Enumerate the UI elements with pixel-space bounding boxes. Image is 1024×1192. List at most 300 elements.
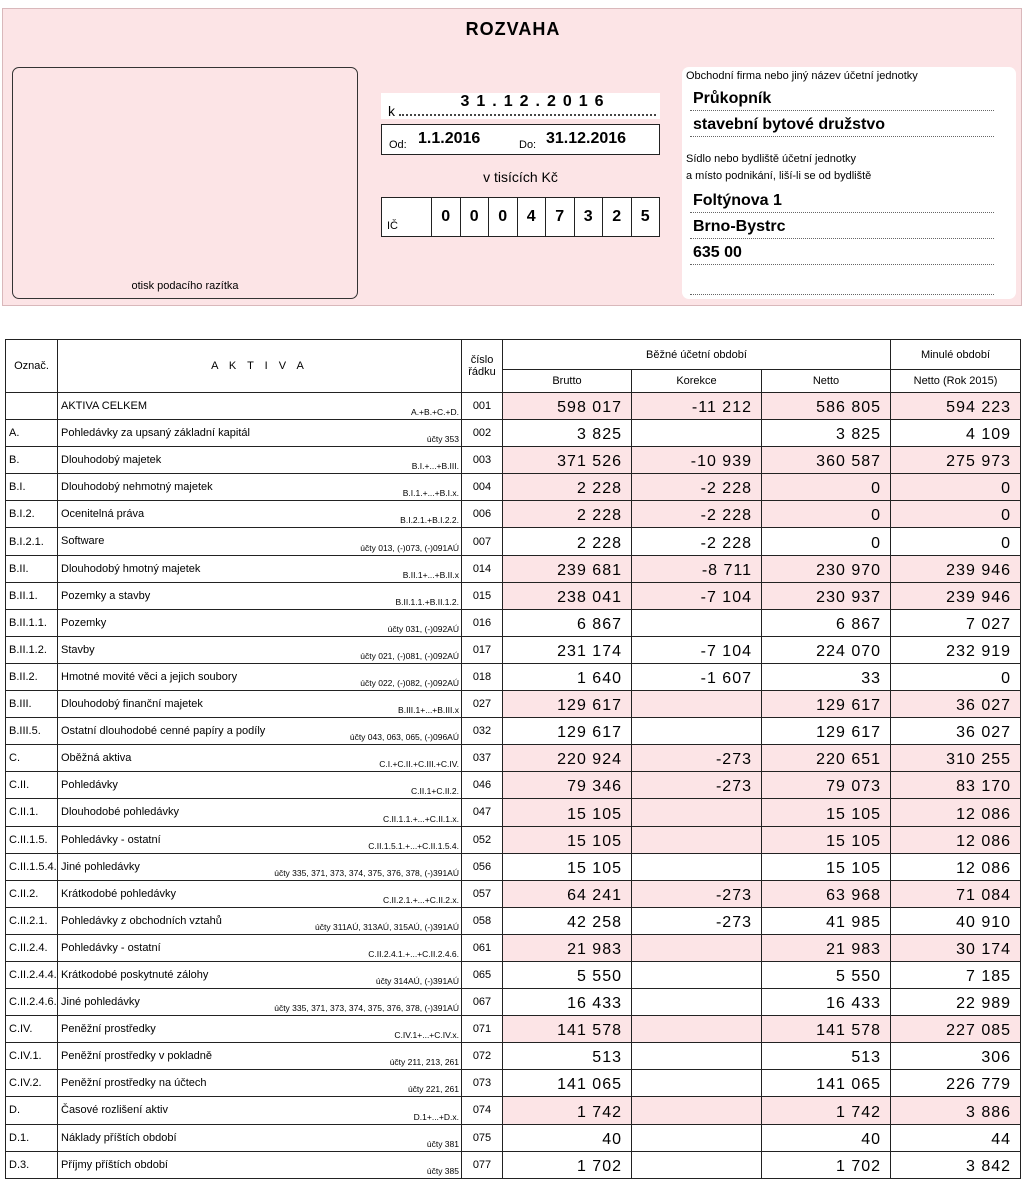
brutto-value: 2 228 <box>503 528 632 555</box>
row-number: 073 <box>462 1070 503 1097</box>
row-number: 052 <box>462 826 503 853</box>
brutto-value: 21 983 <box>503 934 632 961</box>
balance-sheet-table <box>5 339 1021 1179</box>
netto-prev-value: 4 109 <box>891 420 1021 447</box>
current-period-header: Běžné účetní období <box>503 340 891 370</box>
row-number: 037 <box>462 745 503 772</box>
row-description-cell <box>58 880 462 907</box>
ico-digit: 0 <box>461 198 490 236</box>
brutto-value: 371 526 <box>503 447 632 474</box>
table-row <box>6 663 1021 690</box>
netto-prev-value: 12 086 <box>891 853 1021 880</box>
row-description-cell <box>58 474 462 501</box>
row-code: C.IV. <box>6 1016 58 1043</box>
previous-period-header: Minulé období <box>891 340 1021 370</box>
row-formula: účty 031, (-)092AÚ <box>387 623 459 634</box>
brutto-value: 2 228 <box>503 501 632 528</box>
row-description-cell <box>58 393 462 420</box>
row-description-cell <box>58 555 462 582</box>
table-row <box>6 772 1021 799</box>
row-number: 007 <box>462 528 503 555</box>
do-label: Do: <box>519 139 537 151</box>
ico-digit: 0 <box>432 198 461 236</box>
table-row <box>6 745 1021 772</box>
brutto-value: 2 228 <box>503 474 632 501</box>
row-formula: účty 311AÚ, 313AÚ, 315AÚ, (-)391AÚ <box>315 921 459 932</box>
row-number: 027 <box>462 691 503 718</box>
row-formula: C.II.2.4.1.+...+C.II.2.4.6. <box>368 948 459 959</box>
korekce-value <box>632 1097 762 1124</box>
korekce-value: -273 <box>632 880 762 907</box>
row-code: D. <box>6 1097 58 1124</box>
table-row <box>6 1043 1021 1070</box>
row-formula: C.I.+C.II.+C.III.+C.IV. <box>379 759 459 770</box>
netto-prev-value: 3 886 <box>891 1097 1021 1124</box>
row-code: C.II.1. <box>6 799 58 826</box>
units-label: v tisících Kč <box>483 169 558 185</box>
row-description-cell <box>58 691 462 718</box>
korekce-value <box>632 989 762 1016</box>
table-row <box>6 934 1021 961</box>
row-name: Pohledávky z obchodních vztahů <box>61 914 222 927</box>
row-formula: účty 043, 063, 065, (-)096AÚ <box>349 732 459 743</box>
header-panel <box>2 8 1022 306</box>
row-formula: účty 013, (-)073, (-)091AÚ <box>360 542 459 553</box>
korekce-value <box>632 961 762 988</box>
netto-value: 230 937 <box>762 582 891 609</box>
row-number: 046 <box>462 772 503 799</box>
row-description-cell <box>58 609 462 636</box>
table-row <box>6 880 1021 907</box>
netto-prev-value: 40 910 <box>891 907 1021 934</box>
firm-info-box <box>682 67 1016 299</box>
brutto-value: 238 041 <box>503 582 632 609</box>
row-name: AKTIVA CELKEM <box>61 400 147 412</box>
brutto-value: 15 105 <box>503 826 632 853</box>
row-name: Peněžní prostředky v pokladně <box>61 1050 213 1063</box>
row-description-cell <box>58 1043 462 1070</box>
table-row <box>6 826 1021 853</box>
table-row <box>6 1070 1021 1097</box>
brutto-value: 1 640 <box>503 663 632 690</box>
brutto-value: 3 825 <box>503 420 632 447</box>
netto-value: 15 105 <box>762 853 891 880</box>
row-code: D.3. <box>6 1151 58 1178</box>
korekce-value <box>632 1043 762 1070</box>
row-number: 001 <box>462 393 503 420</box>
row-name: Stavby <box>61 643 95 656</box>
brutto-value: 129 617 <box>503 691 632 718</box>
brutto-value: 15 105 <box>503 853 632 880</box>
korekce-value <box>632 853 762 880</box>
row-formula: A.+B.+C.+D. <box>411 407 459 418</box>
row-formula: účty 335, 371, 373, 374, 375, 376, 378, (-)391AÚ <box>274 1003 459 1014</box>
netto-value: 129 617 <box>762 718 891 745</box>
row-formula: účty 381 <box>426 1138 459 1149</box>
korekce-value: -273 <box>632 907 762 934</box>
firm-name-line-2: stavební bytové družstvo <box>690 115 994 137</box>
row-number: 075 <box>462 1124 503 1151</box>
row-description-cell <box>58 1097 462 1124</box>
netto-prev-value: 227 085 <box>891 1016 1021 1043</box>
row-code: C.II.2. <box>6 880 58 907</box>
row-formula: C.II.1.5.1.+...+C.II.1.5.4. <box>368 840 459 851</box>
row-description-cell <box>58 420 462 447</box>
row-formula: B.I.1.+...+B.I.x. <box>402 488 459 499</box>
row-name: Časové rozlišení aktiv <box>61 1104 168 1117</box>
row-description-cell <box>58 1151 462 1178</box>
netto-value: 586 805 <box>762 393 891 420</box>
row-number: 003 <box>462 447 503 474</box>
korekce-value <box>632 1124 762 1151</box>
row-description-cell <box>58 1124 462 1151</box>
ico-digit: 5 <box>640 208 650 225</box>
brutto-value: 231 174 <box>503 636 632 663</box>
netto-value: 1 702 <box>762 1151 891 1178</box>
table-row <box>6 961 1021 988</box>
row-name: Příjmy příštích období <box>61 1158 168 1171</box>
table-row <box>6 718 1021 745</box>
table-row <box>6 907 1021 934</box>
brutto-value: 5 550 <box>503 961 632 988</box>
col-code-header: Označ. <box>6 340 58 393</box>
balance-date: 31.12.2016 <box>460 93 611 110</box>
od-label: Od: <box>389 139 407 151</box>
row-formula: účty 314AÚ, (-)391AÚ <box>375 976 459 987</box>
row-formula: C.II.1+C.II.2. <box>411 786 459 797</box>
row-number: 067 <box>462 989 503 1016</box>
ico-digit: 7 <box>546 198 575 236</box>
netto-value: 220 651 <box>762 745 891 772</box>
korekce-value: -1 607 <box>632 663 762 690</box>
netto-value: 16 433 <box>762 989 891 1016</box>
row-code: C.II. <box>6 772 58 799</box>
row-name: Dlouhodobý majetek <box>61 454 162 467</box>
row-description-cell <box>58 989 462 1016</box>
netto-value: 33 <box>762 663 891 690</box>
korekce-value <box>632 1016 762 1043</box>
korekce-value: -10 939 <box>632 447 762 474</box>
netto-prev-value: 30 174 <box>891 934 1021 961</box>
row-number: 032 <box>462 718 503 745</box>
table-row <box>6 447 1021 474</box>
row-name: Pohledávky - ostatní <box>61 833 161 846</box>
netto-prev-value: 7 185 <box>891 961 1021 988</box>
row-formula: D.1+...+D.x. <box>413 1111 459 1122</box>
row-number-header-line-1: číslo <box>470 354 494 366</box>
row-name: Dlouhodobý finanční majetek <box>61 698 203 711</box>
netto-prev-value: 594 223 <box>891 393 1021 420</box>
row-description-cell <box>58 636 462 663</box>
row-number: 004 <box>462 474 503 501</box>
korekce-value <box>632 799 762 826</box>
row-number: 006 <box>462 501 503 528</box>
netto-prev-value: 12 086 <box>891 799 1021 826</box>
row-description-cell <box>58 528 462 555</box>
row-name: Oběžná aktiva <box>61 752 132 765</box>
col-row-number-header <box>462 340 503 393</box>
address-line-1: Foltýnova 1 <box>690 191 994 213</box>
col-brutto-header: Brutto <box>503 370 632 393</box>
brutto-value: 598 017 <box>503 393 632 420</box>
korekce-value: -2 228 <box>632 501 762 528</box>
row-code: B.I.2.1. <box>6 528 58 555</box>
row-code: B.II.2. <box>6 663 58 690</box>
netto-value: 224 070 <box>762 636 891 663</box>
row-formula: účty 335, 371, 373, 374, 375, 376, 378, (-)391AÚ <box>274 867 459 878</box>
k-label: k <box>388 103 395 119</box>
netto-prev-value: 12 086 <box>891 826 1021 853</box>
netto-prev-value: 232 919 <box>891 636 1021 663</box>
netto-value: 0 <box>762 474 891 501</box>
brutto-value: 15 105 <box>503 799 632 826</box>
row-description-cell <box>58 1070 462 1097</box>
table-body <box>6 393 1021 1179</box>
korekce-value <box>632 934 762 961</box>
row-number: 061 <box>462 934 503 961</box>
korekce-value <box>632 826 762 853</box>
table-row <box>6 528 1021 555</box>
row-formula: C.II.2.1.+...+C.II.2.x. <box>382 894 459 905</box>
netto-prev-value: 36 027 <box>891 718 1021 745</box>
document-title: ROZVAHA <box>465 19 561 39</box>
brutto-value: 1 702 <box>503 1151 632 1178</box>
row-description-cell <box>58 826 462 853</box>
row-code: B.III. <box>6 691 58 718</box>
row-formula: B.II.1+...+B.II.x <box>402 569 459 580</box>
row-formula: B.III.1+...+B.III.x <box>398 705 459 716</box>
netto-prev-value: 71 084 <box>891 880 1021 907</box>
stamp-area <box>12 67 358 299</box>
table-row <box>6 1124 1021 1151</box>
row-code: C.II.2.4.4. <box>6 961 58 988</box>
row-name: Náklady příštích období <box>61 1131 177 1144</box>
row-name: Pohledávky <box>61 779 118 792</box>
brutto-value: 129 617 <box>503 718 632 745</box>
korekce-value: -7 104 <box>632 636 762 663</box>
row-name: Ocenitelná práva <box>61 508 145 521</box>
korekce-value <box>632 718 762 745</box>
row-name: Krátkodobé pohledávky <box>61 887 176 900</box>
row-description-cell <box>58 582 462 609</box>
netto-value: 6 867 <box>762 609 891 636</box>
row-formula: C.IV.1+...+C.IV.x. <box>394 1030 459 1041</box>
netto-prev-value: 7 027 <box>891 609 1021 636</box>
netto-value: 15 105 <box>762 799 891 826</box>
col-netto-header: Netto <box>762 370 891 393</box>
table-row <box>6 474 1021 501</box>
address-line-3: 635 00 <box>690 243 994 265</box>
ico-digit: 4 <box>518 198 547 236</box>
row-formula: účty 353 <box>426 434 459 445</box>
korekce-value <box>632 1151 762 1178</box>
row-number: 065 <box>462 961 503 988</box>
netto-value: 230 970 <box>762 555 891 582</box>
netto-prev-value: 275 973 <box>891 447 1021 474</box>
brutto-value: 1 742 <box>503 1097 632 1124</box>
table-row <box>6 691 1021 718</box>
row-description-cell <box>58 447 462 474</box>
table-row <box>6 853 1021 880</box>
brutto-value: 42 258 <box>503 907 632 934</box>
netto-value: 360 587 <box>762 447 891 474</box>
row-number: 014 <box>462 555 503 582</box>
row-formula: účty 211, 213, 261 <box>389 1057 459 1068</box>
ico-label-cell <box>382 198 432 236</box>
row-description-cell <box>58 799 462 826</box>
row-number: 074 <box>462 1097 503 1124</box>
row-formula: účty 021, (-)081, (-)092AÚ <box>360 650 459 661</box>
row-number: 017 <box>462 636 503 663</box>
table-row <box>6 799 1021 826</box>
row-code: C.II.2.4. <box>6 934 58 961</box>
row-number: 071 <box>462 1016 503 1043</box>
row-number: 072 <box>462 1043 503 1070</box>
netto-prev-value: 239 946 <box>891 555 1021 582</box>
netto-value: 63 968 <box>762 880 891 907</box>
netto-value: 5 550 <box>762 961 891 988</box>
period-box <box>381 124 660 155</box>
netto-value: 1 742 <box>762 1097 891 1124</box>
row-name: Dlouhodobý hmotný majetek <box>61 562 201 575</box>
row-code: C.IV.1. <box>6 1043 58 1070</box>
brutto-value: 16 433 <box>503 989 632 1016</box>
netto-value: 141 065 <box>762 1070 891 1097</box>
netto-prev-value: 226 779 <box>891 1070 1021 1097</box>
row-name: Ostatní dlouhodobé cenné papíry a podíly <box>61 725 266 738</box>
row-name: Dlouhodobé pohledávky <box>61 806 180 819</box>
row-description-cell <box>58 501 462 528</box>
ico-digit: 2 <box>603 198 632 236</box>
netto-value: 21 983 <box>762 934 891 961</box>
row-name: Software <box>61 535 105 548</box>
ico-digit: 0 <box>489 198 518 236</box>
netto-value: 141 578 <box>762 1016 891 1043</box>
row-number: 015 <box>462 582 503 609</box>
netto-value: 40 <box>762 1124 891 1151</box>
row-code: C.II.2.1. <box>6 907 58 934</box>
row-code: C.II.1.5.4. <box>6 853 58 880</box>
row-code: B.II.1.1. <box>6 609 58 636</box>
netto-value: 0 <box>762 528 891 555</box>
stamp-label: otisk podacího razítka <box>131 280 239 292</box>
brutto-value: 40 <box>503 1124 632 1151</box>
netto-prev-value: 0 <box>891 501 1021 528</box>
row-description-cell <box>58 934 462 961</box>
table-row <box>6 582 1021 609</box>
seat-caption-2: a místo podnikání, liší-li se od bydliště <box>686 170 872 182</box>
row-code: A. <box>6 420 58 447</box>
brutto-value: 79 346 <box>503 772 632 799</box>
ico-label: IČ <box>387 220 398 232</box>
row-description-cell <box>58 718 462 745</box>
row-name: Pohledávky - ostatní <box>61 941 161 954</box>
row-code: B.I. <box>6 474 58 501</box>
netto-prev-value: 44 <box>891 1124 1021 1151</box>
row-number: 077 <box>462 1151 503 1178</box>
ico-digit: 3 <box>575 198 604 236</box>
row-description-cell <box>58 663 462 690</box>
netto-prev-value: 0 <box>891 663 1021 690</box>
address-line-4 <box>690 273 994 295</box>
row-description-cell <box>58 1016 462 1043</box>
brutto-value: 220 924 <box>503 745 632 772</box>
row-number: 057 <box>462 880 503 907</box>
korekce-value <box>632 691 762 718</box>
row-description-cell <box>58 772 462 799</box>
brutto-value: 239 681 <box>503 555 632 582</box>
row-code: B.II. <box>6 555 58 582</box>
row-formula: účty 022, (-)082, (-)092AÚ <box>360 678 459 689</box>
row-code <box>6 393 58 420</box>
netto-prev-value: 239 946 <box>891 582 1021 609</box>
col-korekce-header: Korekce <box>632 370 762 393</box>
seat-caption-1: Sídlo nebo bydliště účetní jednotky <box>686 153 857 165</box>
row-description-cell <box>58 907 462 934</box>
row-name: Pozemky <box>61 616 107 629</box>
table-row <box>6 501 1021 528</box>
row-name: Peněžní prostředky <box>61 1023 156 1036</box>
row-name: Peněžní prostředky na účtech <box>61 1077 207 1090</box>
row-number: 002 <box>462 420 503 447</box>
netto-value: 79 073 <box>762 772 891 799</box>
row-code: B. <box>6 447 58 474</box>
netto-value: 41 985 <box>762 907 891 934</box>
row-formula: C.II.1.1.+...+C.II.1.x. <box>382 813 459 824</box>
address-line-2: Brno-Bystrc <box>690 217 994 239</box>
table-row <box>6 636 1021 663</box>
table-row <box>6 1016 1021 1043</box>
row-name: Krátkodobé poskytnuté zálohy <box>61 968 209 981</box>
netto-value: 129 617 <box>762 691 891 718</box>
row-name: Jiné pohledávky <box>61 860 140 873</box>
firm-name-line-1: Průkopník <box>690 89 994 111</box>
balance-date-field <box>381 93 660 119</box>
brutto-value: 64 241 <box>503 880 632 907</box>
table-row <box>6 555 1021 582</box>
korekce-value: -7 104 <box>632 582 762 609</box>
table-row <box>6 420 1021 447</box>
row-formula: účty 385 <box>426 1165 459 1176</box>
netto-prev-value: 310 255 <box>891 745 1021 772</box>
brutto-value: 141 065 <box>503 1070 632 1097</box>
korekce-value: -11 212 <box>632 393 762 420</box>
row-formula: B.II.1.1.+B.II.1.2. <box>395 596 459 607</box>
col-netto-prev-header: Netto (Rok 2015) <box>891 370 1021 393</box>
row-number: 056 <box>462 853 503 880</box>
row-name: Hmotné movité věci a jejich soubory <box>61 670 238 683</box>
row-name: Dlouhodobý nehmotný majetek <box>61 481 213 494</box>
netto-prev-value: 83 170 <box>891 772 1021 799</box>
row-description-cell <box>58 853 462 880</box>
period-from: 1.1.2016 <box>418 130 481 147</box>
row-code: B.II.1.2. <box>6 636 58 663</box>
netto-prev-value: 0 <box>891 528 1021 555</box>
row-number: 018 <box>462 663 503 690</box>
row-formula: účty 221, 261 <box>407 1084 459 1095</box>
dotted-line <box>399 114 656 116</box>
table-row <box>6 1151 1021 1178</box>
brutto-value: 513 <box>503 1043 632 1070</box>
netto-value: 0 <box>762 501 891 528</box>
netto-prev-value: 22 989 <box>891 989 1021 1016</box>
row-name: Pohledávky za upsaný základní kapitál <box>61 427 250 440</box>
row-code: C.IV.2. <box>6 1070 58 1097</box>
brutto-value: 6 867 <box>503 609 632 636</box>
table-row <box>6 393 1021 420</box>
row-code: C.II.1.5. <box>6 826 58 853</box>
row-code: D.1. <box>6 1124 58 1151</box>
